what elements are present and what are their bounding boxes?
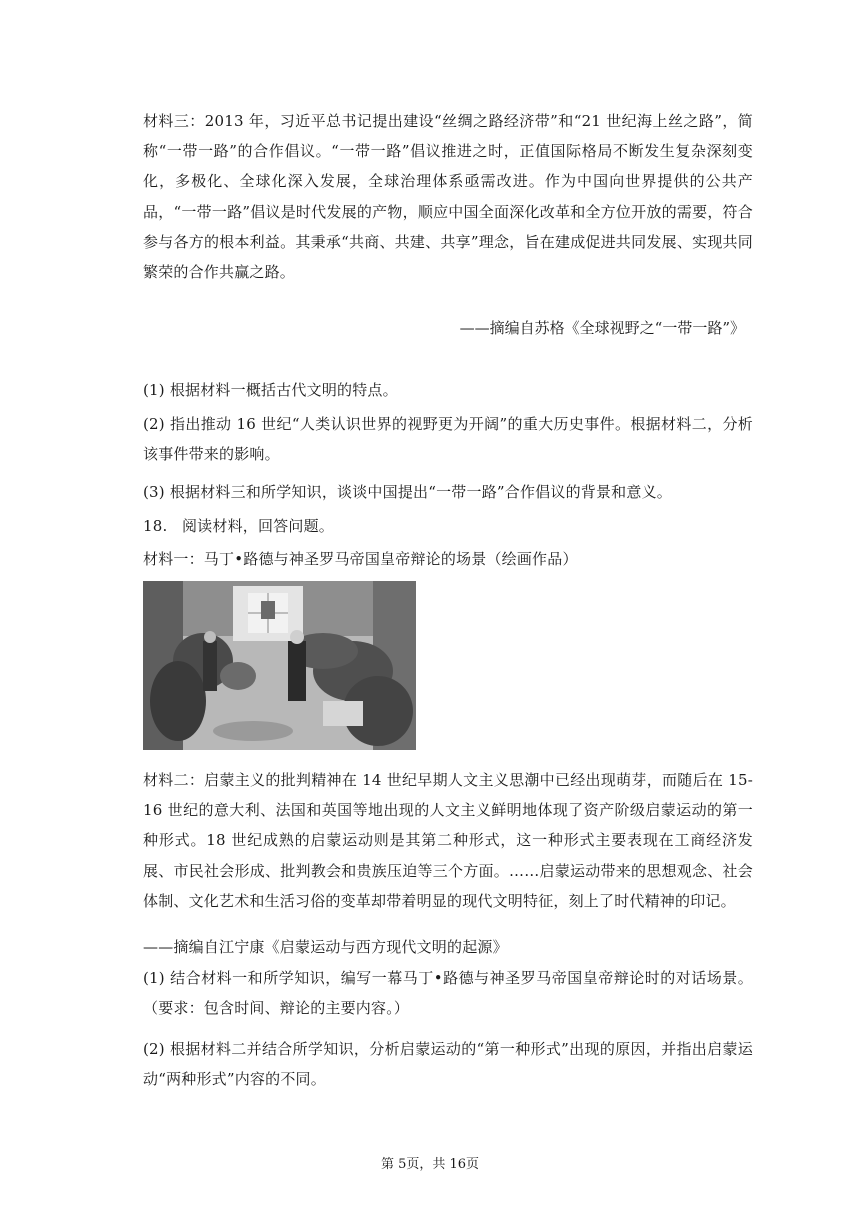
material-3-text: 材料三：2013 年，习近平总书记提出建设“丝绸之路经济带”和“21 世纪海上丝之路”，简称“一带一路”的合作倡议。“一带一路”倡议推进之时，正值国际格局不断发生复杂深刻变化，多极化、全球化深入发展，全球治理体系亟需改进。作为中国向世界提供的公共产品，“一带一路”倡议是时代发展的产物，顺应中国全面深化改革和全方位开放的需要，符合参与各方的根本利益。其秉承“共商、共建、共享”理念，旨在建成促进共同发展、实现共同繁荣的合作共赢之路。 bbox=[143, 112, 753, 282]
q18-item-2-text: 根据材料二并结合所学知识，分析启蒙运动的“第一种形式”出现的原因，并指出启蒙运动“两种形式”内容的不同。 bbox=[143, 1040, 753, 1089]
q18-item-1-num: (1) bbox=[143, 969, 165, 987]
q17-item-1-num: (1) bbox=[143, 381, 165, 399]
q17-item-2 bbox=[143, 409, 753, 469]
q18-material-2-text: 材料二：启蒙主义的批判精神在 14 世纪早期人文主义思潮中已经出现萌芽，而随后在 15-16 世纪的意大利、法国和英国等地出现的人文主义鲜明地体现了资产阶级启蒙运动的第一种形式。18 世纪成熟的启蒙运动则是其第二种形式，这一种形式主要表现在工商经济发展、市民社会形成、批判教会和贵族压迫等三个方面。……启蒙运动带来的思想观念、社会体制、文化艺术和生活习俗的变革却带着明显的现代文明特征，刻上了时代精神的印记。 bbox=[143, 771, 753, 910]
q18-item-2 bbox=[143, 1034, 753, 1094]
q17-item-3-num: (3) bbox=[143, 483, 165, 501]
q18-heading bbox=[143, 516, 334, 536]
q17-item-1 bbox=[143, 380, 398, 400]
q18-prompt: 阅读材料，回答问题。 bbox=[181, 517, 334, 535]
q17-item-3-text: 根据材料三和所学知识，谈谈中国提出“一带一路”合作倡议的背景和意义。 bbox=[169, 483, 672, 501]
q18-item-2-num: (2) bbox=[143, 1040, 165, 1058]
q18-item-1 bbox=[143, 963, 753, 1023]
material-3-source: ——摘编自苏格《全球视野之“一带一路”》 bbox=[459, 319, 745, 337]
q17-item-2-text: 指出推动 16 世纪“人类认识世界的视野更为开阔”的重大历史事件。根据材料二，分析该事件带来的影响。 bbox=[143, 415, 753, 464]
q18-material-1-caption: 材料一：马丁•路德与神圣罗马帝国皇帝辩论的场景（绘画作品） bbox=[143, 550, 578, 568]
q18-number: 18. bbox=[143, 517, 168, 535]
q17-item-3 bbox=[143, 482, 672, 502]
luther-debate-painting bbox=[143, 581, 416, 750]
q18-item-1-text: 结合材料一和所学知识，编写一幕马丁•路德与神圣罗马帝国皇帝辩论时的对话场景。（要求：包含时间、辩论的主要内容。） bbox=[143, 969, 754, 1018]
painting-illustration bbox=[143, 581, 416, 750]
q17-item-2-num: (2) bbox=[143, 415, 165, 433]
q17-item-1-text: 根据材料一概括古代文明的特点。 bbox=[169, 381, 398, 399]
page-footer: 第 5页，共 16页 bbox=[380, 1157, 480, 1172]
q18-material-2-source: ——摘编自江宁康《启蒙运动与西方现代文明的起源》 bbox=[143, 938, 508, 956]
